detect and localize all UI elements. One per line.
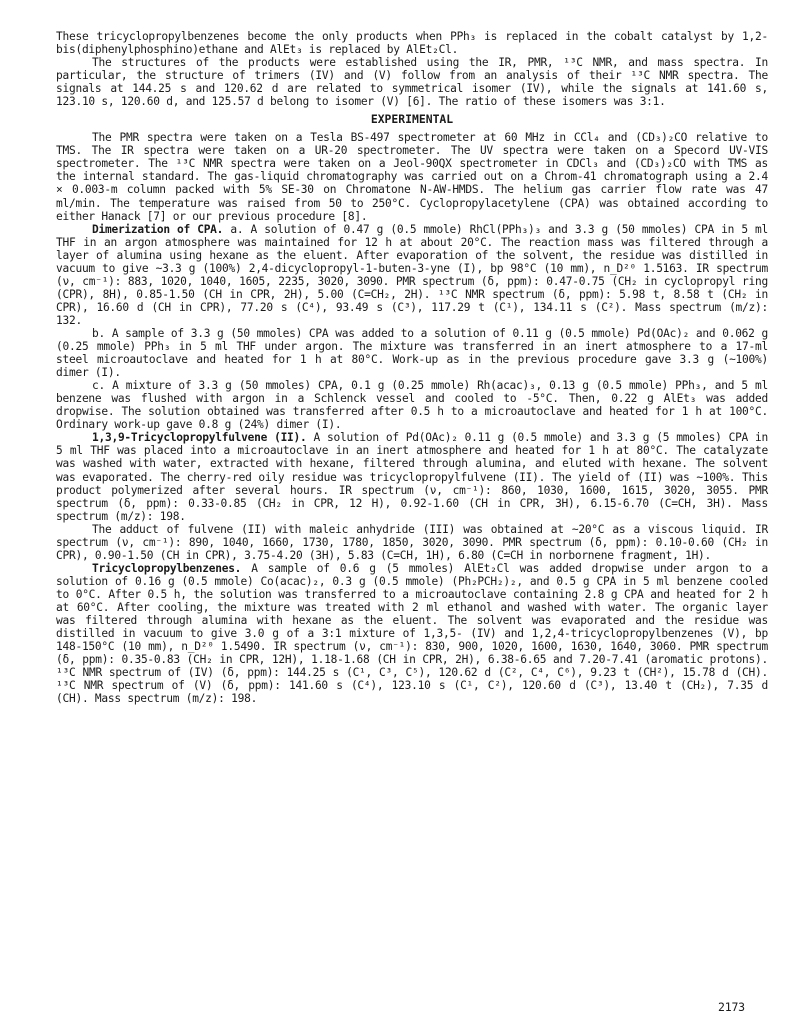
document-page: [56, 30, 768, 705]
run-in-heading-benzenes: Tricyclopropylbenzenes.: [92, 561, 242, 575]
run-in-heading-dimerization: Dimerization of CPA.: [92, 222, 224, 236]
benzenes-procedure: A sample of 0.6 g (5 mmoles) AlEt₂Cl was added dropwise under argon to a solution of 0.16 g (0.5 mmole) Co(acac)₂, 0.3 g (0.5 mmole) (Ph₂PCH₂)₂, and 0.5 g CPA in 5 ml benzene cooled to 0°C. After 0.5 h, the solution was transferred to a microautoclave containing 2.8 g CPA and heated for 2 h at 60°C. After cooling, the mixture was treated with 2 ml ethanol and washed with water. The organic layer was filtered through alumina with hexane as the eluent. The solvent was evaporated and the residue was distilled in vacuum to give 3.0 g of a 3:1 mixture of 1,3,5- (IV) and 1,2,4-tricyclopropylbenzenes (V), bp 148-150°C (10 mm), n_D²⁰ 1.5490. IR spectrum (ν, cm⁻¹): 830, 900, 1020, 1600, 1630, 1640, 3060. PMR spectrum (δ, ppm): 0.35-0.83 (CH₂ in CPR, 12H), 1.18-1.68 (CH in CPR, 2H), 6.38-6.65 and 7.20-7.41 (aromatic protons). ¹³C NMR spectrum of (IV) (δ, ppm): 144.25 s (C¹, C³, C⁵), 120.62 d (C², C⁴, C⁶), 9.23 t (CH²), 15.78 d (CH). ¹³C NMR spectrum of (V) (δ, ppm): 141.60 s (C⁴), 123.10 s (C¹, C²), 120.60 d (C³), 13.40 t (CH₂), 7.35 d (CH). Mass spectrum (m/z): 198.: [56, 561, 768, 706]
paragraph-fulvene: [56, 431, 768, 522]
paragraph-structure-analysis: The structures of the products were established using the IR, PMR, ¹³C NMR, and mass spectra. In particular, the structure of trimers (IV) and (V) follow from an analysis of their ¹³C NMR spectra. The signals at 144.25 s and 120.62 d are related to symmetrical isomer (IV), while the signals at 141.60 s, 123.10 s, 120.60 d, and 125.57 d belong to isomer (V) [6]. The ratio of these isomers was 3:1.: [56, 56, 768, 109]
paragraph-dimerization-a: [56, 223, 768, 327]
paragraph-adduct: The adduct of fulvene (II) with maleic anhydride (III) was obtained at ~20°C as a viscous liquid. IR spectrum (ν, cm⁻¹): 890, 1040, 1660, 1730, 1780, 1850, 3020, 3090. PMR spectrum (δ, ppm): 0.10-0.60 (CH₂ in CPR), 0.90-1.50 (CH in CPR), 3.75-4.20 (3H), 5.83 (C=CH, 1H), 6.80 (C=CH in norbornene fragment, 1H).: [56, 522, 768, 562]
paragraph-tricyclopropylbenzenes: [56, 562, 768, 706]
paragraph-dimerization-c: c. A mixture of 3.3 g (50 mmoles) CPA, 0.1 g (0.25 mmole) Rh(acac)₃, 0.13 g (0.5 mmole) PPh₃, and 5 ml benzene was flushed with argon in a Schlenck vessel and cooled to -5°C. Then, 0.22 g AlEt₃ was added dropwise. The solution obtained was transferred after 0.5 h to a microautoclave and heated for 1 h at 100°C. Ordinary work-up gave 0.8 g (24%) dimer (I).: [56, 379, 768, 432]
paragraph-dimerization-b: b. A sample of 3.3 g (50 mmoles) CPA was added to a solution of 0.11 g (0.5 mmole) Pd(OAc)₂ and 0.062 g (0.25 mmole) PPh₃ in 5 ml THF under argon. The mixture was transferred in an inert atmosphere to a 17-ml steel microautoclave and heated for 1 h at 80°C. Work-up as in the previous procedure gave 3.3 g (~100%) dimer (I).: [56, 326, 768, 380]
run-in-heading-fulvene: 1,3,9-Tricyclopropylfulvene (II).: [92, 431, 307, 445]
dimerization-procedure-a: a. A solution of 0.47 g (0.5 mmole) RhCl(PPh₃)₃ and 3.3 g (50 mmoles) CPA in 5 ml THF in an argon atmosphere was maintained for 12 h at about 20°C. The reaction mass was filtered through a layer of alumina using hexane as the eluent. After evaporation of the solvent, the residue was distilled in vacuum to give ~3.3 g (100%) 2,4-dicyclopropyl-1-buten-3-yne (I), bp 98°C (10 mm), n_D²⁰ 1.5163. IR spectrum (ν, cm⁻¹): 883, 1020, 1040, 1605, 2235, 3020, 3090. PMR spectrum (δ, ppm): 0.47-0.75 (CH₂ in cyclopropyl ring (CPR), 8H), 0.85-1.50 (CH in CPR, 2H), 5.00 (C=CH₂, 2H). ¹³C NMR spectrum (δ, ppm): 5.98 t, 8.58 t (CH₂ in CPR), 16.60 d (CH in CPR), 77.20 s (C⁴), 93.49 s (C³), 117.29 t (C¹), 134.11 s (C²). Mass spectrum (m/z): 132.: [56, 222, 768, 327]
paragraph-catalyst-note: These tricyclopropylbenzenes become the only products when PPh₃ is replaced in the cobalt catalyst by 1,2-bis(diphenylphosphino)ethane and AlEt₃ is replaced by AlEt₂Cl.: [56, 30, 768, 57]
section-heading-experimental: EXPERIMENTAL: [370, 112, 454, 127]
fulvene-procedure: A solution of Pd(OAc)₂ 0.11 g (0.5 mmole) and 3.3 g (5 mmoles) CPA in 5 ml THF was placed into a microautoclave in an inert atmosphere and heated for 1 h at 80°C. The catalyzate was washed with water, extracted with hexane, filtered through alumina, and eluted with hexane. The solvent was evaporated. The cherry-red oily residue was tricyclopropylfulvene (II). The yield of (II) was ~100%. This product polymerized after several hours. IR spectrum (ν, cm⁻¹): 860, 1030, 1600, 1615, 3020, 3055. PMR spectrum (δ, ppm): 0.33-0.85 (CH₂ in CPR, 12 H), 0.92-1.60 (CH in CPR, 3H), 6.15-6.70 (C=CH, 3H). Mass spectrum (m/z): 198.: [56, 431, 768, 523]
paragraph-instrumentation: The PMR spectra were taken on a Tesla BS-497 spectrometer at 60 MHz in CCl₄ and (CD₃)₂CO relative to TMS. The IR spectra were taken on a UR-20 spectrometer. The UV spectra were taken on a Specord UV-VIS spectrometer. The ¹³C NMR spectra were taken on a Jeol-90QX spectrometer in CDCl₃ and (CD₃)₂CO with TMS as the internal standard. The gas-liquid chromatography was carried out on a Chrom-41 chromatograph using a 2.4 × 0.003-m column packed with 5% SE-30 on Chromatone N-AW-HMDS. The helium gas carrier flow rate was 47 ml/min. The temperature was raised from 50 to 250°C. Cyclopropylacetylene (CPA) was obtained according to either Hanack [7] or our previous procedure [8].: [56, 131, 768, 223]
page-number: 2173: [718, 1000, 745, 1014]
